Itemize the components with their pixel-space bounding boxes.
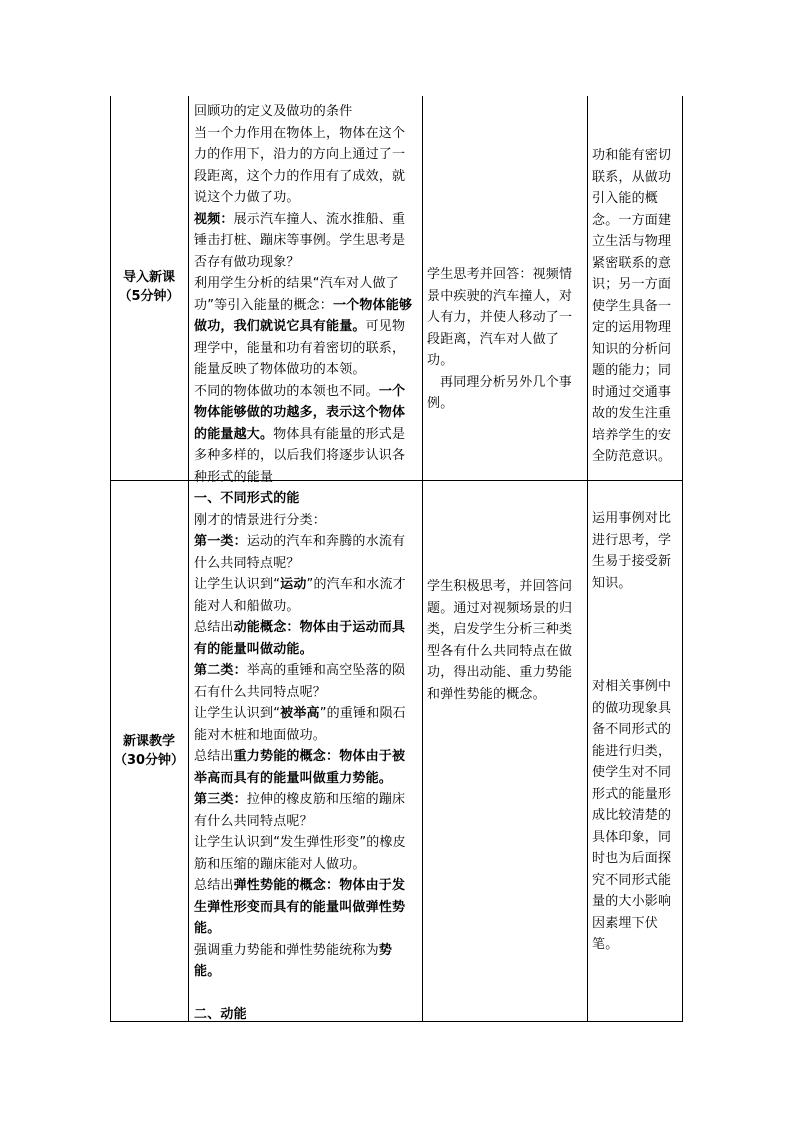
text: ”的重锤和陨石能对木桩和地面做功。 <box>194 706 406 743</box>
bold-text: 二、动能 <box>194 1007 247 1022</box>
paragraph <box>194 875 418 940</box>
stage-cell-new-lesson <box>110 732 188 770</box>
column-divider-1 <box>188 96 189 1022</box>
bold-text: 运动 <box>280 577 307 592</box>
paragraph <box>194 1004 418 1026</box>
paragraph <box>194 789 418 832</box>
table-border-right <box>682 96 683 1022</box>
paragraph <box>194 660 418 703</box>
text: 利用学生分析的结果“汽车对人做了功”等引入能量的概念： <box>194 276 399 313</box>
bold-text: 视频： <box>194 211 234 227</box>
bold-text: 第三类： <box>194 792 247 807</box>
paragraph <box>194 940 418 983</box>
paragraph <box>194 123 418 209</box>
text: 总结出 <box>194 878 234 893</box>
bold-text: 被举高 <box>280 706 320 721</box>
text: 当一个力作用在物体上，物体在这个力的作用下，沿力的方向上通过了一段距离，这个力的作用有了成效，就说这个力做了功。 <box>194 125 406 205</box>
paragraph <box>194 510 418 532</box>
bold-text: 动能概念：物体由于运动而具有的能量叫做动能。 <box>194 620 406 657</box>
text: 展示汽车撞人、流水推船、重锤击打桩、蹦床等事例。学生思考是否存有做功现象？ <box>194 211 406 270</box>
stage-name: 导入新课 <box>122 270 175 285</box>
text: 刚才的情景进行分类： <box>194 512 327 528</box>
bold-text: 弹性势能的概念：物体由于发生弹性形变而具有的能量叫做弹性势能。 <box>194 878 406 936</box>
student-activity-new-lesson <box>427 576 583 705</box>
bold-text: 第一类： <box>194 534 247 549</box>
text: 让学生认识到“发生弹性形变”的橡皮筋和压缩的蹦床能对人做功。 <box>194 835 406 872</box>
text: 举高的重锤和高空坠落的陨石有什么共同特点呢？ <box>194 663 406 700</box>
student-activity-intro <box>427 264 583 415</box>
stage-time: （5分钟） <box>118 289 180 304</box>
teacher-activity-new-lesson <box>194 488 418 1026</box>
bold-text: 一个物体能够做的功越多，表示这个物体的能量越大。 <box>194 383 406 442</box>
paragraph <box>194 983 418 1005</box>
text: 物体具有能量的形式是多种多样的，以后我们将逐步认识各种形式的能量 <box>194 426 406 485</box>
design-intent-new-lesson-a <box>592 508 680 594</box>
paragraph <box>194 273 418 381</box>
text: 总结出 <box>194 620 234 635</box>
column-divider-3 <box>587 96 588 1022</box>
paragraph <box>194 746 418 789</box>
paragraph <box>194 101 418 123</box>
paragraph <box>194 381 418 489</box>
paragraph <box>194 209 418 274</box>
paragraph <box>194 488 418 510</box>
column-divider-2 <box>422 96 423 1022</box>
stage-time: （30分钟） <box>113 753 185 768</box>
text: 不同的物体做功的本领也不同。 <box>194 383 379 399</box>
paragraph <box>194 832 418 875</box>
paragraph <box>194 617 418 660</box>
student-paragraph: 再同理分析另外几个事例。 <box>427 374 573 411</box>
intent-paragraph: 运用事例对比进行思考，学生易于接受新知识。 <box>592 511 672 591</box>
bold-text: 一、不同形式的能 <box>194 491 300 506</box>
text: 让学生认识到“ <box>194 577 281 592</box>
text: 拉伸的橡皮筋和压缩的蹦床有什么共同特点呢？ <box>194 792 406 829</box>
table-border-left <box>110 96 111 1022</box>
paragraph <box>194 574 418 617</box>
text: 可见物理学中，能量和功有着密切的联系，能量反映了物体做功的本领。 <box>194 319 406 377</box>
text: ”的汽车和水流才能对人和船做功。 <box>194 577 406 614</box>
paragraph <box>194 703 418 746</box>
design-intent-new-lesson-b <box>592 676 680 956</box>
bold-text: 一个物体能够做功，我们就说它具有能量。 <box>194 297 413 334</box>
bold-text: 第二类： <box>194 663 247 678</box>
teacher-activity-intro <box>194 101 418 488</box>
student-paragraph: 学生积极思考，并回答问题。通过对视频场景的归类，启发学生分析三种类型各有什么共同特点在做功，得出动能、重力势能和弹性势能的概念。 <box>427 579 573 702</box>
text: 回顾功的定义及做功的条件 <box>194 104 353 119</box>
lesson-plan-table <box>110 96 683 1022</box>
stage-cell-intro <box>110 268 188 306</box>
intent-paragraph: 对相关事例中的做功现象具备不同形式的能进行归类，使学生对不同形式的能量形成比较清楚的具体印象，同时也为后面探究不同形式能量的大小影响因素埋下伏笔。 <box>592 679 672 952</box>
bold-text: 重力势能的概念：物体由于被举高而具有的能量叫做重力势能。 <box>194 749 406 786</box>
design-intent-intro <box>592 145 680 468</box>
text: 让学生认识到“ <box>194 706 281 721</box>
text: 运动的汽车和奔腾的水流有什么共同特点呢？ <box>194 534 406 571</box>
bold-text: 势能。 <box>194 942 393 979</box>
student-paragraph: 学生思考并回答：视频情景中疾驶的汽车撞人，对人有力，并使人移动了一段距离，汽车对人做了功。 <box>427 267 573 368</box>
paragraph <box>194 531 418 574</box>
intent-paragraph: 功和能有密切联系，从做功引入能的概念。一方面建立生活与物理紧密联系的意识；另一方面使学生具备一定的运用物理知识的分析问题的能力；同时通过交通事故的发生注重培养学生的安全防范意识。 <box>592 148 672 464</box>
text: 总结出 <box>194 749 234 764</box>
stage-name: 新课教学 <box>122 734 175 749</box>
text: 强调重力势能和弹性势能统称为 <box>194 942 379 958</box>
